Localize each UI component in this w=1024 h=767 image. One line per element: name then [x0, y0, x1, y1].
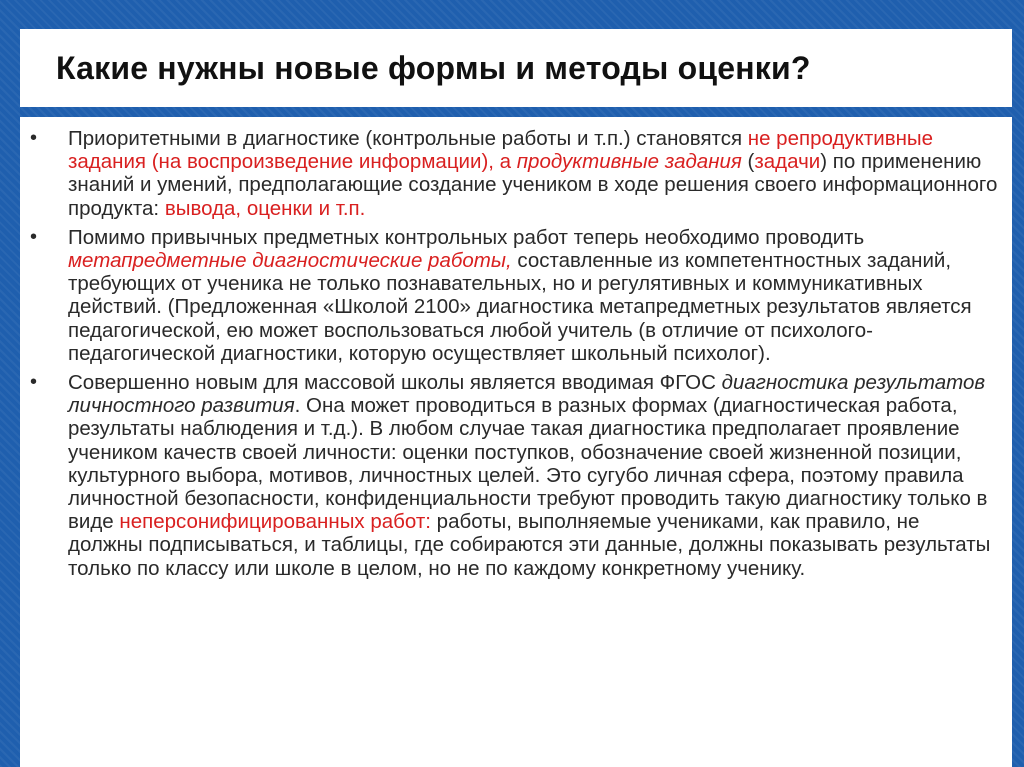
text-segment: ( [741, 150, 755, 174]
bullet-item-1 [28, 127, 998, 220]
slide-title: Какие нужны новые формы и методы оценки? [56, 49, 811, 86]
bullet-item-2 [28, 226, 998, 365]
title-panel [20, 29, 1012, 107]
highlight-segment: метапредметные диагностические работы, [68, 249, 512, 273]
highlight-segment: вывода, оценки и т.п. [164, 196, 366, 220]
content-panel [20, 117, 1012, 767]
highlight-segment: продуктивные задания [516, 150, 742, 174]
highlight-segment: неперсонифицированных работ: [119, 510, 431, 534]
highlight-segment: не репродуктивные задания (на воспроизведение информации), а [68, 127, 934, 174]
text-segment: Совершенно новым для массовой школы является вводимая ФГОС [68, 371, 722, 395]
bullet-item-3 [28, 371, 998, 580]
highlight-segment: задачи [754, 150, 821, 174]
text-segment: работы, выполняемые учениками, как правило, не должны подписываться, и таблицы, где собираются эти данные, должны показывать результаты только по классу или школе в целом, но не по каждому конкретному ученику. [68, 510, 991, 580]
text-segment: . Она может проводиться в разных формах (диагностическая работа, результаты наблюдения и т.д.). В любом случае такая диагностика предполагает проявление учеником качеств своей личности: оценки поступков, обозначение своей жизненной позиции, культурного выбора, мотивов, личностных целей. Это сугубо личная сфера, поэтому правила личностной безопасности, конфиденциальности требуют проводить такую диагностику только в виде [68, 394, 988, 534]
text-segment: составленные из компетентностных заданий, требующих от ученика не только познавательных, но и регулятивных и коммуникативных действий. (Предложенная «Школой 2100» диагностика метапредметных результатов является педагогической, ею может воспользоваться любой учитель (в отличие от психолого-педагогической диагностики, которую осуществляет школьный психолог). [68, 249, 972, 365]
italic-segment: диагностика результатов личностного развития [68, 371, 986, 418]
text-segment: Приоритетными в диагностике (контрольные работы и т.п.) становятся [68, 127, 748, 150]
bullet-3-text [68, 371, 990, 580]
bullet-1-text [68, 127, 997, 220]
text-segment: Помимо привычных предметных контрольных работ теперь необходимо проводить [68, 225, 865, 249]
bullet-2-text [68, 226, 972, 365]
bullet-dot: • [30, 127, 38, 149]
bullet-list [28, 127, 998, 580]
bullet-dot: • [30, 371, 38, 394]
text-segment: ) по применению знаний и умений, предполагающие создание учеником в ходе решения своего информационного продукта: [68, 150, 998, 220]
bullet-dot: • [30, 225, 38, 248]
